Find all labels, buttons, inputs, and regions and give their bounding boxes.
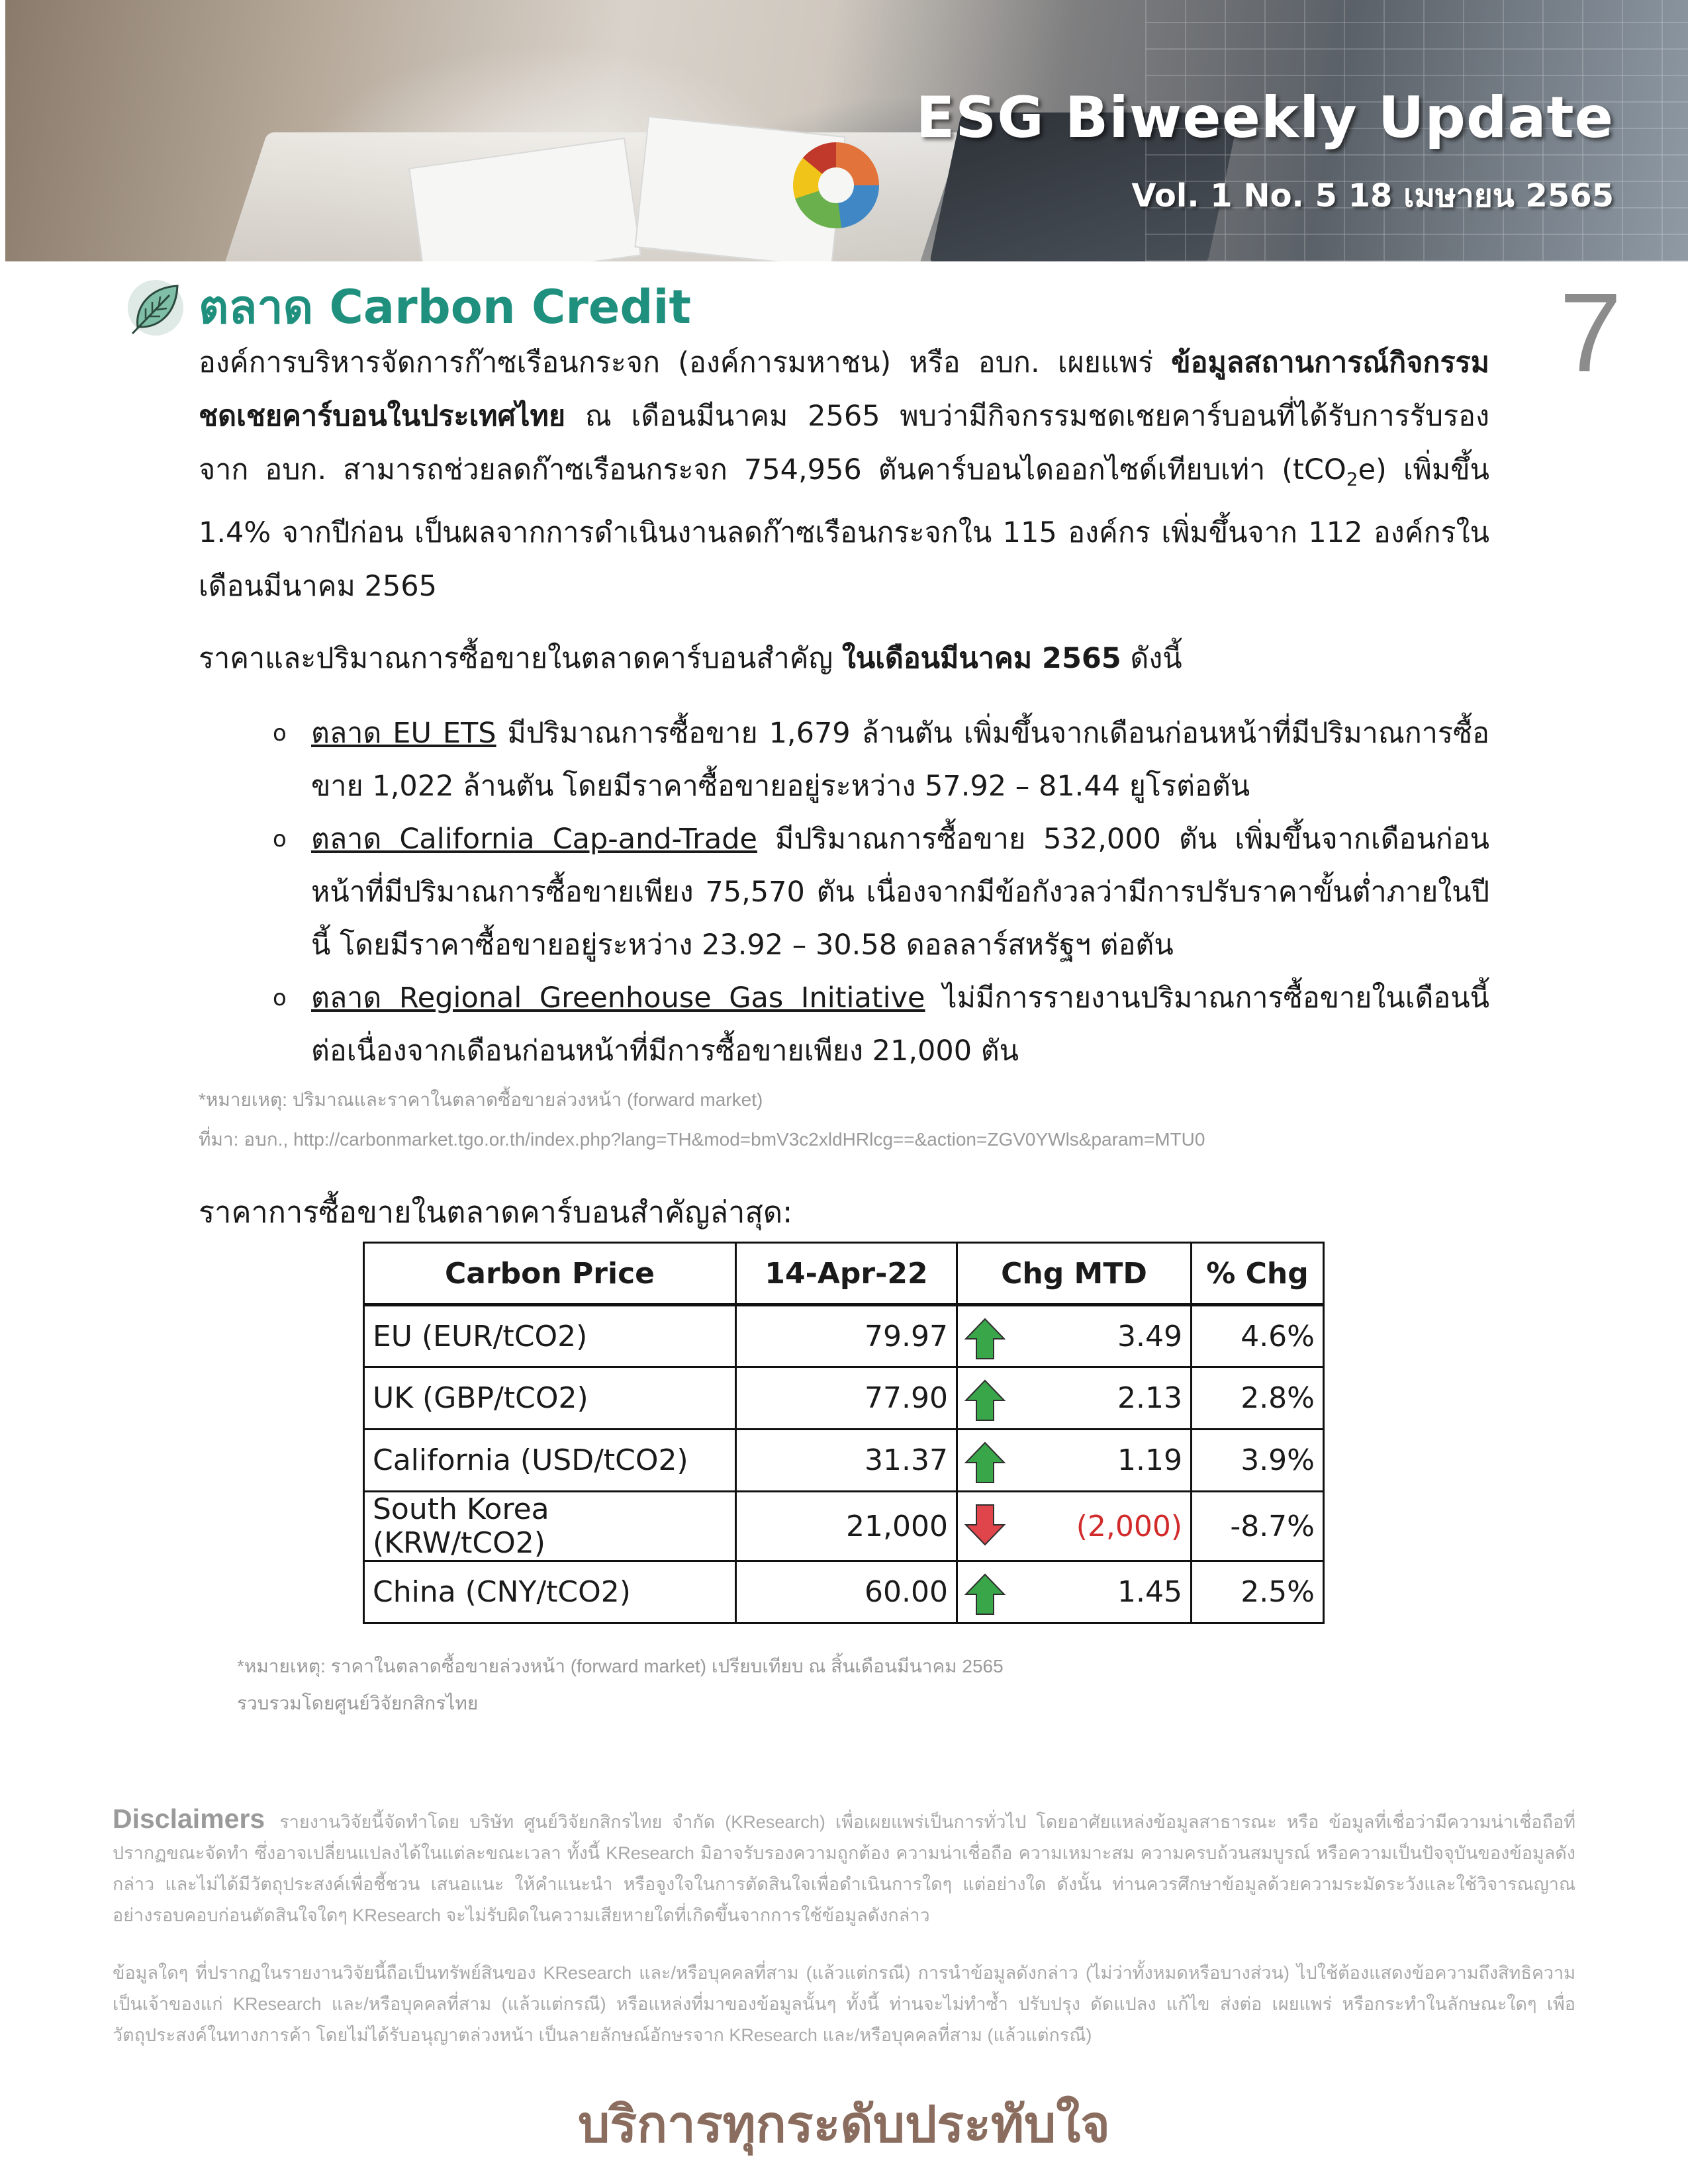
list-item (265, 707, 1489, 813)
intro-text: e) เพิ่มขึ้น 1.4% จากปีก่อน เป็นผลจากการดำเนินงานลดก๊าซเรือนกระจกใน 115 องค์กร เพิ่มขึ้นจาก 112 องค์กรในเดือนมีนาคม 2565 (199, 453, 1489, 603)
change-cell (957, 1367, 1192, 1430)
market-label: ตลาด Regional Greenhouse Gas Initiative (311, 981, 925, 1015)
arrow-up-shape (966, 1443, 1004, 1482)
change-value: 1.45 (1117, 1575, 1182, 1609)
arrow-up-shape (966, 1381, 1004, 1420)
price-cell: 31.37 (736, 1430, 957, 1492)
leaf-icon (126, 278, 185, 338)
remark-note: *หมายเหตุ: ปริมาณและราคาในตลาดซื้อขายล่วงหน้า (forward market) (199, 1089, 763, 1110)
newsletter-title: ESG Biweekly Update (915, 85, 1614, 151)
arrow-up-icon (963, 1317, 1007, 1361)
source-note: ที่มา: อบก., http://carbonmarket.tgo.or.th/index.php?lang=TH&mod=bmV3c2xldHRlcg==&action=ZGV0YWls&param=MTU0 (199, 1129, 1205, 1150)
market-cell: UK (GBP/tCO2) (364, 1367, 736, 1430)
banner-pie-chart-image (793, 142, 879, 228)
market-cell: China (CNY/tCO2) (364, 1561, 736, 1623)
bullet-marker: o (273, 826, 287, 852)
column-header: 14-Apr-22 (736, 1243, 957, 1305)
arrow-up-icon (963, 1441, 1007, 1484)
percent-cell: 4.6% (1192, 1305, 1324, 1367)
intro-subscript: 2 (1346, 468, 1358, 490)
disclaimer-title: Disclaimers (113, 1803, 265, 1834)
market-bullet-list (265, 707, 1489, 1077)
column-header: % Chg (1192, 1243, 1324, 1305)
markets-intro-text: ราคาและปริมาณการซื้อขายในตลาดคาร์บอนสำคัญ (199, 642, 842, 675)
change-cell (957, 1561, 1192, 1623)
change-value: 2.13 (1117, 1381, 1182, 1415)
page-number: 7 (1559, 270, 1622, 396)
market-cell: South Korea (KRW/tCO2) (364, 1492, 736, 1561)
market-text: มีปริมาณการซื้อขาย 532,000 ตัน เพิ่มขึ้นจากเดือนก่อนหน้าที่มีปริมาณการซื้อขายเพียง 75,570 ตัน เนื่องจากมีข้อกังวลว่ามีการปรับราคาขั้นต่ำภายในปีนี้ โดยมีราคาซื้อขายอยู่ระหว่าง 23.92 – 30.58 ดอลลาร์สหรัฐฯ ต่อตัน (311, 823, 1489, 962)
intro-text: องค์การบริหารจัดการก๊าซเรือนกระจก (องค์การมหาชน) หรือ อบก. เผยแพร่ (199, 346, 1172, 379)
footer-slogan: บริการทุกระดับประทับใจ (578, 2095, 1110, 2154)
table-note: *หมายเหตุ: ราคาในตลาดซื้อขายล่วงหน้า (forward market) เปรียบเทียบ ณ สิ้นเดือนมีนาคม 2565 (237, 1656, 1004, 1676)
intro-text: ณ เดือนมีนาคม 2565 พบว่ามีกิจกรรมชดเชยคาร์บอนที่ได้รับการรับรองจาก อบก. สามารถช่วยลดก๊าซเรือนกระจก 754,956 ตันคาร์บอนไดออกไซด์เทียบเท่า (tCO (199, 400, 1489, 486)
change-cell (957, 1305, 1192, 1367)
price-cell: 77.90 (736, 1367, 957, 1430)
intro-bold-text: ข้อมูลสถานการณ์กิจกรรมชดเชยคาร์บอนในประเทศไทย (199, 346, 1489, 433)
arrow-up-shape (966, 1319, 1004, 1359)
header-banner (5, 0, 1688, 261)
column-header: Carbon Price (364, 1243, 736, 1305)
arrow-down-shape (966, 1505, 1004, 1545)
bullet-marker: o (273, 720, 287, 747)
change-value: 3.49 (1117, 1319, 1182, 1353)
table-header-row (364, 1243, 1324, 1305)
carbon-price-table (363, 1242, 1325, 1624)
table-heading: ราคาการซื้อขายในตลาดคาร์บอนสำคัญล่าสุด: (199, 1195, 793, 1230)
arrow-down-icon (963, 1503, 1007, 1547)
list-item (265, 972, 1489, 1077)
markets-intro-tail: ดังนี้ (1121, 642, 1182, 675)
section-title: ตลาด Carbon Credit (199, 280, 691, 334)
markets-intro-bold: ในเดือนมีนาคม 2565 (841, 642, 1121, 675)
disclaimer-paragraph: ข้อมูลใดๆ ที่ปรากฏในรายงานวิจัยนี้ถือเป็นทรัพย์สินของ KResearch และ/หรือบุคคลที่สาม (แล้วแต่กรณี) การนำข้อมูลดังกล่าว (ไม่ว่าทั้งหมดหรือบางส่วน) ไปใช้ต้องแสดงข้อความถึงสิทธิความเป็นเจ้าของแก่ KResearch และ/หรือบุคคลที่สาม (แล้วแต่กรณี) หรือแหล่งที่มาของข้อมูลนั้นๆ ทั้งนี้ ท่านจะไม่ทำซ้ำ ปรับปรุง ดัดแปลง แก้ไข ส่งต่อ เผยแพร่ หรือกระทำในลักษณะใดๆ เพื่อวัตถุประสงค์ในทางการค้า โดยไม่ได้รับอนุญาตล่วงหน้า เป็นลายลักษณ์อักษรจาก KResearch และ/หรือบุคคลที่สาม (แล้วแต่กรณี) (113, 1963, 1576, 2045)
list-item (265, 813, 1489, 972)
price-cell: 79.97 (736, 1305, 957, 1367)
arrow-up-shape (966, 1574, 1004, 1614)
percent-cell: -8.7% (1192, 1492, 1324, 1561)
percent-cell: 2.8% (1192, 1367, 1324, 1430)
compiled-by-note: รวบรวมโดยศูนย์วิจัยกสิกรไทย (237, 1693, 479, 1713)
table-row (364, 1305, 1324, 1367)
percent-cell: 3.9% (1192, 1430, 1324, 1492)
arrow-up-icon (963, 1379, 1007, 1422)
column-header: Chg MTD (957, 1243, 1192, 1305)
market-text: มีปริมาณการซื้อขาย 1,679 ล้านตัน เพิ่มขึ้นจากเดือนก่อนหน้าที่มีปริมาณการซื้อขาย 1,022 ล้านตัน โดยมีราคาซื้อขายอยู่ระหว่าง 57.92 – 81.44 ยูโรต่อตัน (311, 717, 1490, 803)
table-row (364, 1430, 1324, 1492)
intro-paragraph (199, 336, 1489, 614)
market-cell: California (USD/tCO2) (364, 1430, 736, 1492)
table-row (364, 1492, 1324, 1561)
change-value: 1.19 (1117, 1443, 1182, 1477)
table-row (364, 1367, 1324, 1430)
table-body (364, 1305, 1324, 1623)
price-cell: 21,000 (736, 1492, 957, 1561)
price-cell: 60.00 (736, 1561, 957, 1623)
disclaimer-paragraph (113, 1803, 1575, 1931)
table-row (364, 1561, 1324, 1623)
market-label: ตลาด EU ETS (311, 717, 496, 750)
market-cell: EU (EUR/tCO2) (364, 1305, 736, 1367)
change-cell (957, 1492, 1192, 1561)
issue-info: Vol. 1 No. 5 18 เมษายน 2565 (1131, 177, 1614, 214)
arrow-up-icon (963, 1572, 1007, 1616)
market-text: ไม่มีการรายงานปริมาณการซื้อขายในเดือนนี้ ต่อเนื่องจากเดือนก่อนหน้าที่มีการซื้อขายเพียง 21,000 ตัน (311, 981, 1490, 1068)
market-label: ตลาด California Cap-and-Trade (311, 823, 757, 856)
percent-cell: 2.5% (1192, 1561, 1324, 1623)
disclaimer-text: รายงานวิจัยนี้จัดทำโดย บริษัท ศูนย์วิจัยกสิกรไทย จำกัด (KResearch) เพื่อเผยแพร่เป็นการทั่วไป โดยอาศัยแหล่งข้อมูลสาธารณะ หรือ ข้อมูลที่เชื่อว่ามีความน่าเชื่อถือที่ปรากฏขณะจัดทำ ซึ่งอาจเปลี่ยนแปลงได้ในแต่ละขณะเวลา ทั้งนี้ KResearch มิอาจรับรองความถูกต้อง ความน่าเชื่อถือ ความเหมาะสม ความครบถ้วนสมบูรณ์ หรือความเป็นปัจจุบันของข้อมูลดังกล่าว และไม่ได้มีวัตถุประสงค์เพื่อชี้ชวน เสนอแนะ ให้คำแนะนำ หรือจูงใจในการตัดสินใจเพื่อดำเนินการใดๆ แต่อย่างใด ดังนั้น ท่านควรศึกษาข้อมูลด้วยความระมัดระวังและใช้วิจารณญาณอย่างรอบคอบก่อนตัดสินใจใดๆ KResearch จะไม่รับผิดในความเสียหายใดที่เกิดขึ้นจากการใช้ข้อมูลดังกล่าว (113, 1812, 1575, 1925)
bullet-marker: o (273, 985, 287, 1011)
change-cell (957, 1430, 1192, 1492)
change-value: (2,000) (1076, 1509, 1182, 1543)
markets-intro (199, 632, 1489, 686)
